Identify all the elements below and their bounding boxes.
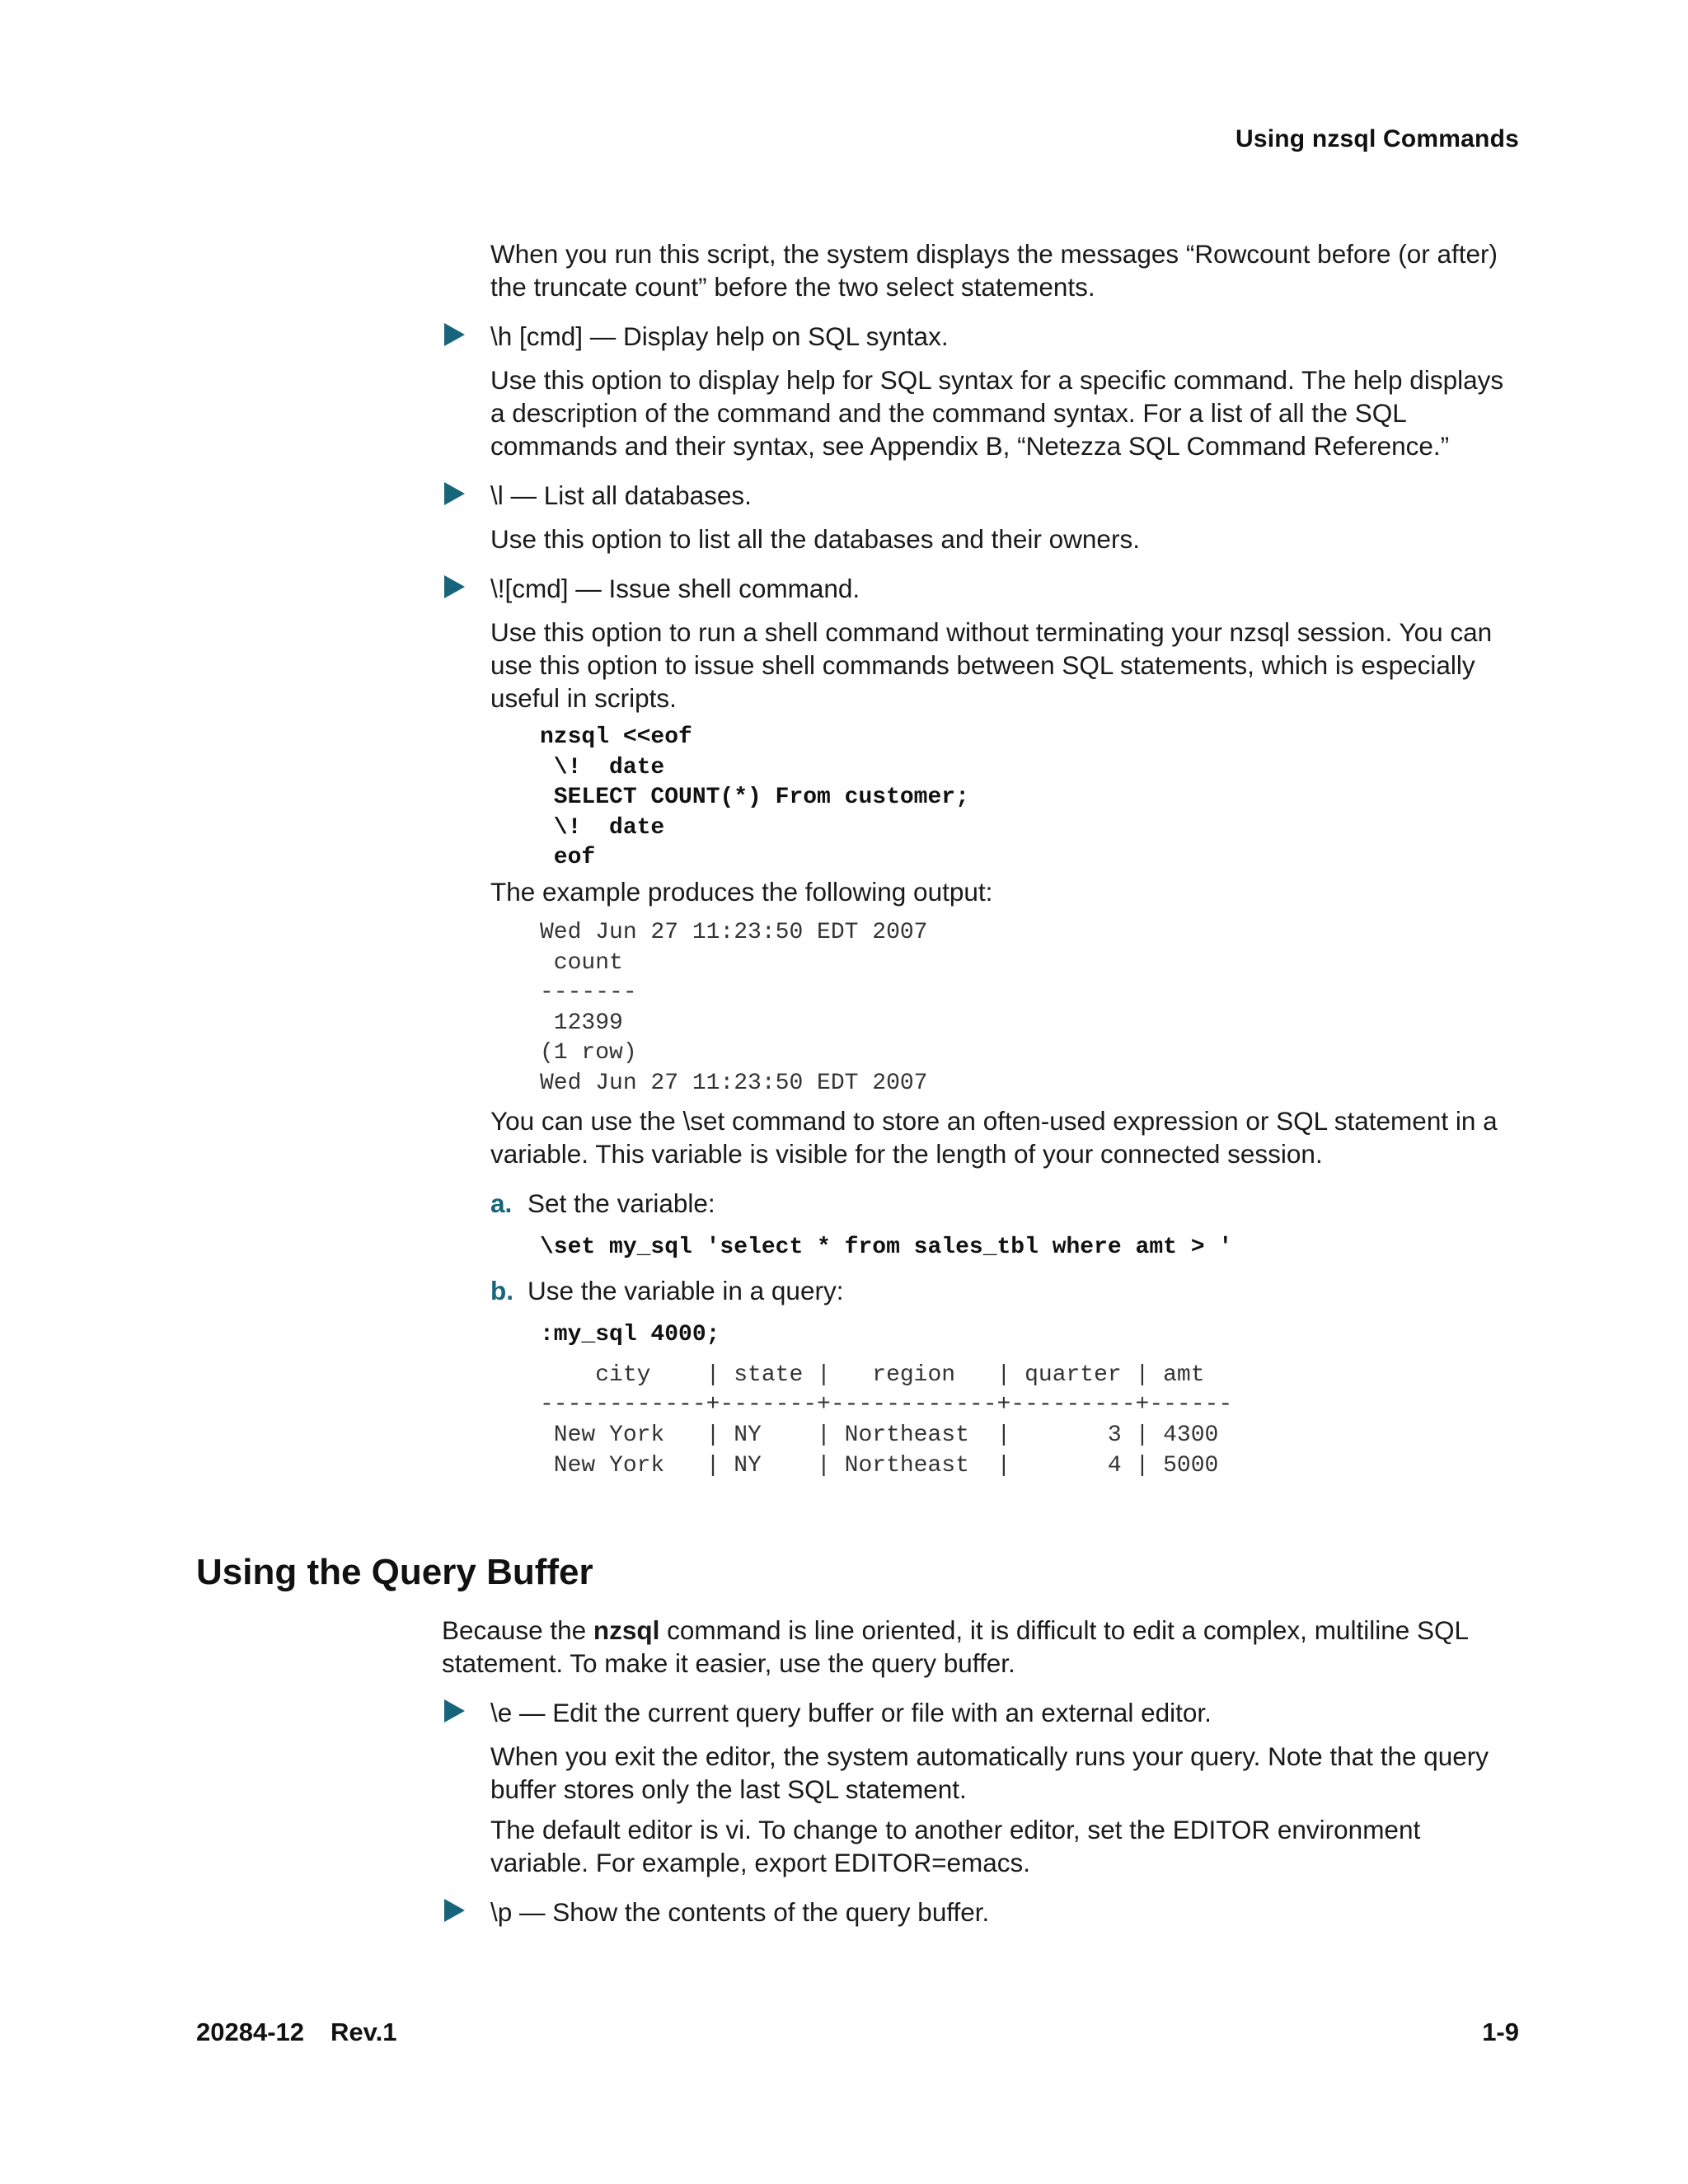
bullet-description: Use this option to display help for SQL syntax for a specific command. The help displays a description of the command and the command syntax. For a list of all the SQL commands and their syntax, see Appendix B, “Netezza SQL Command Reference.” <box>490 365 1504 461</box>
step-letter: b. <box>490 1276 513 1306</box>
step-letter: a. <box>490 1188 513 1218</box>
revision: Rev.1 <box>331 2018 397 2046</box>
bullet-description: Use this option to run a shell command without terminating your nzsql session. You can use this option to issue shell commands between SQL statements, which is especially useful in scripts. <box>490 617 1493 713</box>
output-intro: The example produces the following output: <box>490 876 993 907</box>
bullet-triangle-icon <box>444 1899 465 1922</box>
intro-paragraph: When you run this script, the system displays the messages “Rowcount before (or after) the truncate count” before the two select statements. <box>490 239 1498 302</box>
query-result-table: city | state | region | quarter | amt ------------+-------+------------+---------+------ New York | NY | Northeast | 3 | 4300 New York | NY | Northeast | 4 | 5000 <box>540 1361 1233 1479</box>
step-text: Set the variable: <box>528 1188 715 1218</box>
bullet-list-databases <box>490 479 1517 555</box>
bullet-description: Use this option to list all the databases and their owners. <box>490 524 1140 554</box>
bullet-label: \![cmd] — Issue shell command. <box>490 574 860 603</box>
set-code: \set my_sql 'select * from sales_tbl where amt > ' <box>540 1234 1233 1260</box>
section-title: Using the Query Buffer <box>196 1552 593 1592</box>
bullet-shell-command <box>490 572 1517 715</box>
bullet-help <box>490 320 1517 462</box>
doc-number: 20284-12 <box>196 2018 305 2046</box>
shell-output-example: Wed Jun 27 11:23:50 EDT 2007 count ------- 12399 (1 row) Wed Jun 27 11:23:50 EDT 2007 <box>540 919 928 1096</box>
bullet-label: \h [cmd] — Display help on SQL syntax. <box>490 321 949 351</box>
section-intro-command: nzsql <box>593 1615 660 1645</box>
step-b <box>490 1274 1517 1307</box>
bullet-show-buffer <box>490 1896 1517 1929</box>
bullet-triangle-icon <box>444 575 465 598</box>
section-intro-text: command is line oriented, it is difficult to edit a complex, multiline SQL statement. To make it easier, use the query buffer. <box>442 1615 1468 1678</box>
section-intro-text: Because the <box>442 1615 593 1645</box>
shell-code-example: nzsql <<eof \! date SELECT COUNT(*) From customer; \! date eof <box>540 724 969 871</box>
bullet-triangle-icon <box>444 482 465 505</box>
bullet-edit-buffer <box>490 1696 1517 1879</box>
set-intro: You can use the \set command to store an often-used expression or SQL statement in a variable. This variable is visible for the length of your connected session. <box>490 1105 1498 1169</box>
query-buffer-section <box>442 1614 1517 1929</box>
step-text: Use the variable in a query: <box>528 1276 844 1306</box>
bullet-description: When you exit the editor, the system automatically runs your query. Note that the query buffer stores only the last SQL statement. <box>490 1741 1489 1804</box>
query-code: :my_sql 4000; <box>540 1322 720 1348</box>
footer-doc-info <box>196 2018 423 2047</box>
running-header: Using nzsql Commands <box>1235 125 1519 152</box>
step-a <box>490 1187 1517 1220</box>
main-content <box>490 237 1517 1481</box>
bullet-label: \l — List all databases. <box>490 480 752 510</box>
bullet-triangle-icon <box>444 323 465 346</box>
section-intro <box>442 1614 1517 1680</box>
bullet-description: The default editor is vi. To change to another editor, set the EDITOR environment variable. For example, export EDITOR=emacs. <box>490 1815 1421 1877</box>
bullet-label: \e — Edit the current query buffer or file with an external editor. <box>490 1698 1212 1727</box>
bullet-triangle-icon <box>444 1699 465 1722</box>
page-number: 1-9 <box>1482 2018 1519 2046</box>
bullet-label: \p — Show the contents of the query buffer. <box>490 1897 990 1927</box>
